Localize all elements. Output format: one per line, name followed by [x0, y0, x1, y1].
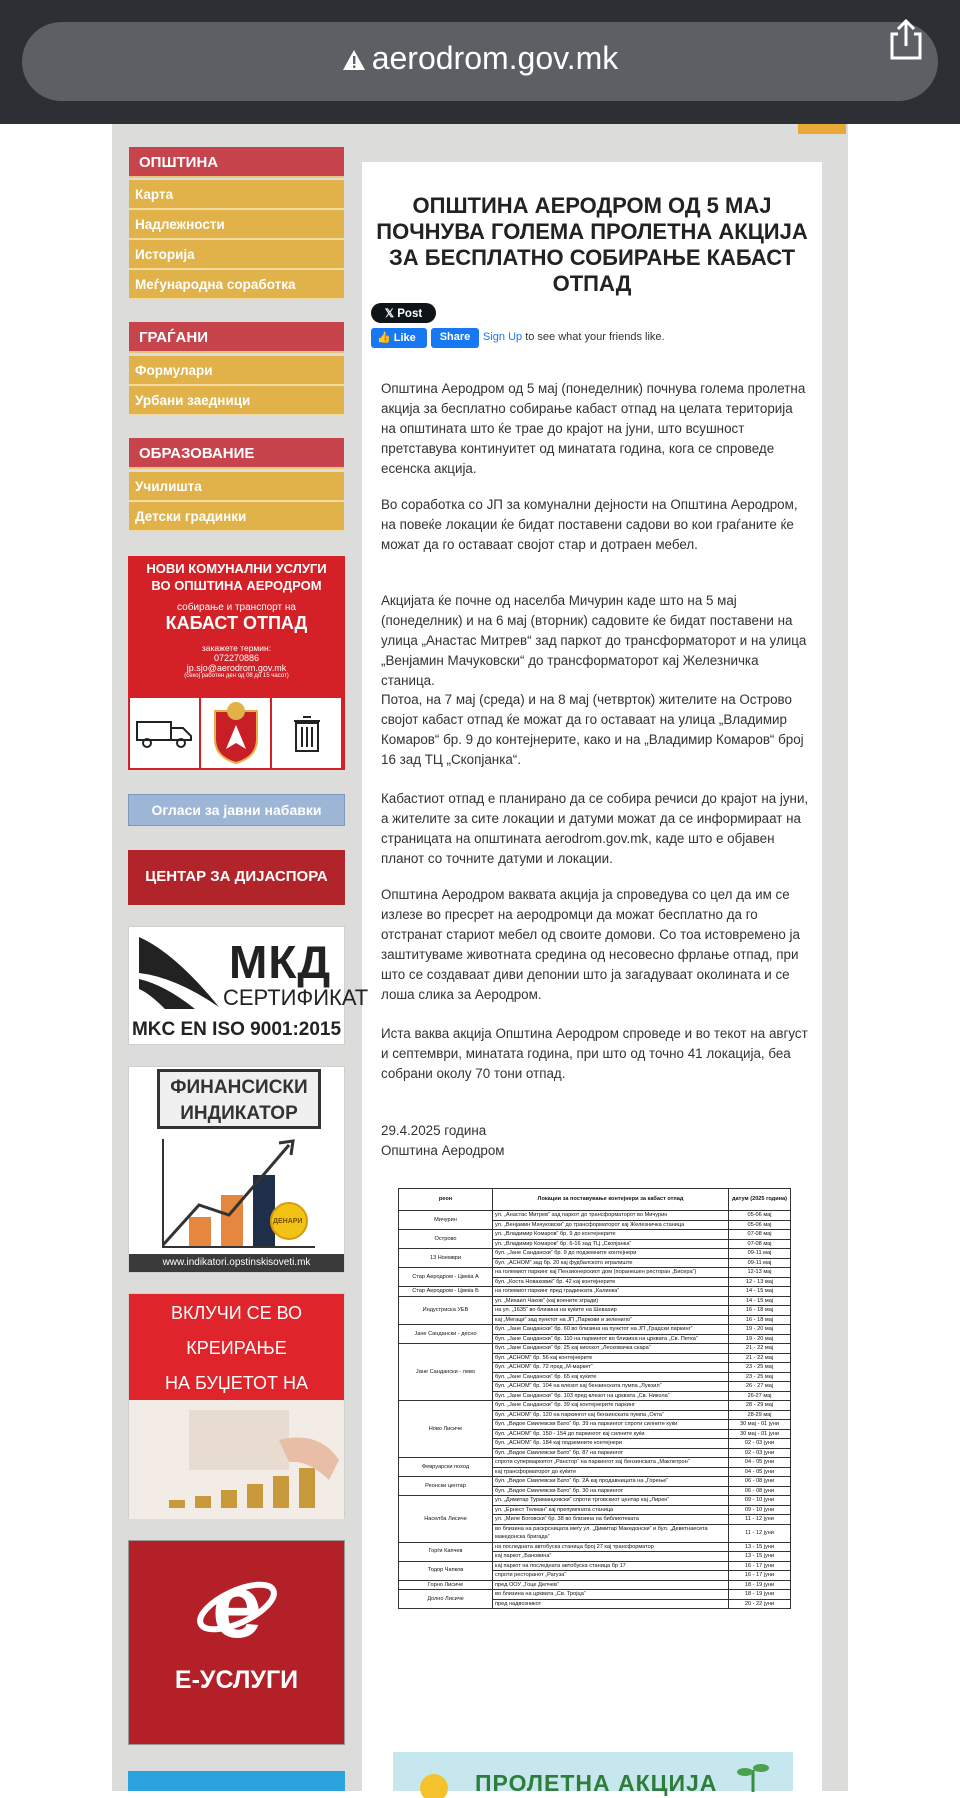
cell-date: 12 - 13 мај — [729, 1277, 791, 1287]
cell-date: 21 - 22 мај — [729, 1353, 791, 1363]
cell-date: 16 - 18 мај — [729, 1315, 791, 1325]
banner-line-1: НОВИ КОМУНАЛНИ УСЛУГИ — [146, 561, 327, 576]
cell-location: ул. „Михаил Чаков“ (кај воените згради) — [493, 1296, 729, 1306]
banner-line-4: КАБАСТ ОТПАД — [165, 613, 308, 633]
banner-phone: 072270886 — [213, 653, 260, 663]
promo-banner[interactable] — [393, 1752, 793, 1796]
growth-chart-icon — [159, 1135, 319, 1253]
fin-line-2: ИНДИКАТОР — [180, 1103, 298, 1124]
cell-region: Населба Лисиче — [399, 1496, 493, 1543]
cell-date: 26-27 мај — [729, 1391, 791, 1401]
fb-like-label: Like — [393, 332, 416, 344]
cell-location: бул. „Јане Сандански“ бр. 103 пред влезот на црквата „Св. Никола“ — [493, 1391, 729, 1401]
table-row — [399, 1401, 791, 1411]
menu-item-nadleznosti[interactable]: Надлежности — [129, 210, 344, 239]
menu-header-obrazovanie[interactable]: ОБРАЗОВАНИЕ — [129, 438, 344, 469]
cell-location: бул. „Јане Сандански“ бр. 9 до подземните контејнери — [493, 1249, 729, 1259]
banner-hours: (секој работен ден од 08 до 15 часот) — [184, 673, 289, 679]
article-paragraph-4: Потоа, на 7 мај (среда) и на 8 мај (четврток) жителите на Острово својот кабаст отпад ќе можат да го оставаат на улица „Владимир Комаров“ бр. 9 до контејнерите, како и на „Владимир Комаров“ број 16 зад ТЦ „Скопјанка“. — [381, 692, 804, 767]
menu-item-gradinki[interactable]: Детски градинки — [129, 502, 344, 531]
cell-date: 30 мај - 01 јуни — [729, 1420, 791, 1430]
mkd-subtitle: СЕРТИФИКАТ — [223, 985, 369, 1010]
fb-signup-text — [483, 331, 665, 343]
cell-location: ул. „Венјамин Мачуковски“ до трансформаторот кај Железничка станица — [493, 1220, 729, 1230]
article-paragraph-6: Општина Аеродром ваквата акција ја спроведува со цел да им се излезе во пресрет на аеродромци да можат бесплатно да го отстранат стариот мебел од своите домови. Со тоа истовремено ја заштитуваме животната средина од несовесно фрлање отпад, при што се создаваат диви депонии што ја загадуваат околината и се лоша слика за Аеродром. — [381, 887, 800, 1002]
cell-date: 14 - 15 мај — [729, 1287, 791, 1297]
next-banner-strip[interactable] — [128, 1771, 345, 1791]
cell-date: 07-08 мај — [729, 1230, 791, 1240]
table-row — [399, 1590, 791, 1600]
banner-email: jp.sjo@aerodrom.gov.mk — [186, 663, 287, 673]
menu-item-istorija[interactable]: Историја — [129, 240, 344, 269]
cell-location: бул. „Јане Сандански“ бр. 39 кај контејнерите паркинг — [493, 1401, 729, 1411]
table-row — [399, 1580, 791, 1590]
cell-location: бул. „АСНОМ“ бр. 72 пред „М-маркет“ — [493, 1363, 729, 1373]
cell-location: на ул. „1635“ во близина на куќите на Шевахир — [493, 1306, 729, 1316]
cell-date: 21 - 22 мај — [729, 1344, 791, 1354]
cell-location: во близина на раскрсницата меѓу ул. „Димитар Македонски“ и бул. „Деветнаесета македонска бригада“ — [493, 1524, 729, 1542]
finansiski-indikator-banner[interactable] — [128, 1066, 345, 1273]
plant-icon — [733, 1756, 773, 1792]
table-row — [399, 1287, 791, 1297]
cell-date: 05-06 мај — [729, 1220, 791, 1230]
article-title: ОПШТИНА АЕРОДРОМ ОД 5 МАЈ ПОЧНУВА ГОЛЕМА ПРОЛЕТНА АКЦИЈА ЗА БЕСПЛАТНО СОБИРАЊЕ КАБАСТ ОТПАД — [376, 193, 808, 296]
cell-date: 16 - 17 јуни — [729, 1571, 791, 1581]
cell-location: бул. „Јане Сандански“ бр. 60 во близина на пунктот на ЈП „Градски паркинг“ — [493, 1325, 729, 1335]
table-row — [399, 1561, 791, 1571]
cell-location: кај „Мегаци“ зад пунктот на ЈП „Паркови и зеленило“ — [493, 1315, 729, 1325]
cell-date: 13 - 15 јуни — [729, 1552, 791, 1562]
article-paragraph-5: Кабастиот отпад е планирано да се собира речиси до крајот на јуни, а жителите за сите локации и датуми можат да се информираат на страницата на општината aerodrom.gov.mk, каде што е објавен планот со точните датуми и локации. — [381, 791, 809, 866]
article-date: 29.4.2025 година — [381, 1123, 487, 1138]
table-row — [399, 1458, 791, 1468]
col-header-region: реон — [399, 1189, 493, 1211]
cell-date: 18 - 19 јуни — [729, 1580, 791, 1590]
url-text: aerodrom.gov.mk — [371, 40, 619, 76]
cell-location: кај паркот „Бановина“ — [493, 1552, 729, 1562]
table-row — [399, 1477, 791, 1487]
url-display[interactable] — [22, 40, 938, 77]
banner-line-3: собирање и транспорт на — [177, 602, 296, 613]
cell-location: ул. „Миле Боговски“ бр. 38 во близина на библиотеката — [493, 1515, 729, 1525]
table-row — [399, 1325, 791, 1335]
cell-location: ул. „Анастас Митрев“ зад паркот до трансформаторот во Мичурин — [493, 1211, 729, 1221]
cell-date: 04 - 05 јуни — [729, 1458, 791, 1468]
oglasi-javni-nabavki-button[interactable]: Огласи за јавни набавки — [128, 794, 345, 826]
komunalni-uslugi-banner[interactable] — [128, 556, 345, 770]
cell-date: 26 - 27 мај — [729, 1382, 791, 1392]
address-bar[interactable] — [22, 22, 938, 101]
cell-location: бул. „Јане Сандански“ бр. 65 кај куќите — [493, 1372, 729, 1382]
article-paragraph-7: Иста ваква акција Општина Аеродром спроведе и во текот на август и септември, минатата година, при што од точно 41 локација, беа собрани околу 70 тони отпад. — [381, 1026, 808, 1081]
trash-bin-icon — [272, 698, 343, 768]
fin-url: www.indikatori.opstinskisoveti.mk — [129, 1254, 344, 1272]
cell-location: бул. „Јане Сандански“ бр. 25 кај киоскот „Лесковачка скара“ — [493, 1344, 729, 1354]
cell-date: 09 - 10 јуни — [729, 1505, 791, 1515]
cell-date: 05-06 мај — [729, 1211, 791, 1221]
table-row — [399, 1268, 791, 1278]
budzet-text-block — [129, 1294, 344, 1400]
col-header-date: датум (2025 година) — [729, 1189, 791, 1211]
menu-item-uchilishta[interactable]: Училишта — [129, 472, 344, 501]
x-logo-icon: 𝕏 — [384, 308, 395, 320]
banner-icon-row — [128, 696, 345, 770]
cell-date: 04 - 05 јуни — [729, 1467, 791, 1477]
promo-text: ПРОЛЕТНА АКЦИЈА — [475, 1770, 718, 1796]
cell-location: пред ООУ „Гоце Делчев“ — [493, 1580, 729, 1590]
cell-location: на големиот паркинг кај Пензионерскиот дом (поранешен ресторан „Бисера“) — [493, 1268, 729, 1278]
cell-date: 23 - 25 мај — [729, 1372, 791, 1382]
cell-date: 20 - 22 јуни — [729, 1599, 791, 1609]
cell-location: кај трансформаторот до куќите — [493, 1467, 729, 1477]
cell-location: ул. „Ернест Телман“ кај препумпната станица — [493, 1505, 729, 1515]
cell-region: Стар Аеродром - Цвеќа А — [399, 1268, 493, 1287]
cell-region: Реонски центар — [399, 1477, 493, 1496]
cell-location: во близина на црквата „Св. Тројца“ — [493, 1590, 729, 1600]
cell-date: 14 - 15 мај — [729, 1296, 791, 1306]
cell-region: Горѓи Капчев — [399, 1542, 493, 1561]
cell-date: 02 - 03 јуни — [729, 1448, 791, 1458]
schedule-table — [398, 1188, 791, 1609]
svg-text:e: e — [211, 1557, 263, 1657]
centar-dijaspora-button[interactable]: ЦЕНТАР ЗА ДИЈАСПОРА — [128, 850, 345, 905]
fin-sign — [157, 1069, 321, 1129]
cell-region: Тодор Чапков — [399, 1561, 493, 1580]
cell-location: на последната автобуска станица број 27 кај трансформатор — [493, 1542, 729, 1552]
cell-location: бул. „Видое Смилевски Бато“ бр. 2А кај продавницата на „Горење“ — [493, 1477, 729, 1487]
menu-item-formulari[interactable]: Формулари — [129, 356, 344, 385]
cell-date: 11 - 12 јуни — [729, 1515, 791, 1525]
cell-date: 28 - 29 мај — [729, 1401, 791, 1411]
cell-region: Стар Аеродром - Цвеќа Б — [399, 1287, 493, 1297]
cell-location: бул. „АСНОМ“ бр. 56 кај контејнерите — [493, 1353, 729, 1363]
cell-date: 30 мај - 01 јуни — [729, 1429, 791, 1439]
cell-date: 06 - 08 јуни — [729, 1486, 791, 1496]
cell-location: на големиот паркинг пред градинката „Калинка“ — [493, 1287, 729, 1297]
menu-item-megunarodna[interactable]: Меѓународна соработка — [129, 270, 344, 299]
cell-location: бул. „АСНОМ“ зад бр. 20 кај фудбалското игралиште — [493, 1258, 729, 1268]
table-row — [399, 1211, 791, 1221]
table-row — [399, 1230, 791, 1240]
table-row — [399, 1496, 791, 1506]
cell-location: бул. „Коста Новаковиќ“ бр. 42 кај контејнерите — [493, 1277, 729, 1287]
truck-icon — [130, 698, 201, 768]
menu-item-karta[interactable]: Карта — [129, 180, 344, 209]
top-accent-tab — [798, 124, 846, 134]
menu-header-opshtina[interactable]: ОПШТИНА — [129, 147, 344, 178]
e-uslugi-banner[interactable] — [128, 1540, 345, 1745]
budzet-line-1: ВКЛУЧИ СЕ ВО КРЕИРАЊЕ — [170, 1303, 303, 1358]
warning-icon — [342, 49, 366, 71]
mkd-certifikat-banner[interactable] — [128, 926, 369, 1045]
cell-location: бул. „Видое Смилевски Бато“ бр. 87 на паркингот — [493, 1448, 729, 1458]
fb-share-button[interactable]: Share — [431, 328, 479, 348]
sun-icon — [409, 1758, 459, 1798]
menu-item-urbani[interactable]: Урбани заедници — [129, 386, 344, 415]
cell-region: Јане Сандански - лево — [399, 1344, 493, 1401]
e-services-icon — [195, 1557, 279, 1657]
cell-date: 09-11 мај — [729, 1249, 791, 1259]
cell-date: 09-11 мај — [729, 1258, 791, 1268]
cell-region: Острово — [399, 1230, 493, 1249]
cell-region: Горно Лисиче — [399, 1580, 493, 1590]
fb-signup-rest: to see what your friends like. — [522, 331, 665, 343]
article-paragraph-3: Акцијата ќе почне од населба Мичурин каде што на 5 мај (понеделник) и на 6 мај (вторник) садовите ќе бидат поставени на улица „Анастас Митрев“ зад паркот до трансформаторот и на улица „Венјамин Мачуковски“ до трансформаторот кај Железничка станица. — [381, 593, 807, 688]
fb-signup-link[interactable]: Sign Up — [483, 331, 523, 343]
banner-line-5: закажете термин: — [201, 643, 272, 653]
article-paragraph-1: Општина Аеродром од 5 мај (понеделник) почнува голема пролетна акција за бесплатно собирање кабаст отпад на целата територија на општината што ќе трае до крајот на јуни, што всушност претставува континуитет од минатата година, кога се спроведе есенска акција. — [381, 381, 806, 476]
x-post-label: Post — [397, 308, 423, 320]
cell-location: спроти ресторанот „Рагуза“ — [493, 1571, 729, 1581]
cell-location: бул. „Јане Сандански“ бр. 110 на паркингот во близина на црквата „Св. Петка“ — [493, 1334, 729, 1344]
cell-region: 13 Ноември — [399, 1249, 493, 1268]
cell-date: 09 - 10 јуни — [729, 1496, 791, 1506]
cell-date: 12-13 мај — [729, 1268, 791, 1278]
cell-date: 06 - 08 јуни — [729, 1477, 791, 1487]
municipality-crest-icon — [201, 698, 272, 768]
col-header-location: Локации за поставување контејнери за кабаст отпад — [493, 1189, 729, 1211]
cell-region: Ново Лисиче — [399, 1401, 493, 1458]
table-body — [399, 1211, 791, 1609]
cell-date: 23 - 25 мај — [729, 1363, 791, 1373]
iso-label: MKC EN ISO 9001:2015 — [131, 1019, 342, 1040]
cell-region: Февруарски поход — [399, 1458, 493, 1477]
cell-date: 19 - 20 мај — [729, 1325, 791, 1335]
budzet-2024-banner[interactable] — [128, 1293, 345, 1518]
cell-date: 02 - 03 јуни — [729, 1439, 791, 1449]
cell-location: бул. „АСНОМ“ бр. 104 на влезот кај бензинската пумпа „Лукоил“ — [493, 1382, 729, 1392]
cell-date: 13 - 15 јуни — [729, 1542, 791, 1552]
cell-region: Јане Сандански - десно — [399, 1325, 493, 1344]
coins-photo — [129, 1400, 344, 1519]
mkd-title: МКД — [229, 936, 332, 988]
cell-region: Долно Лисиче — [399, 1590, 493, 1609]
coin-label: ДЕНАРИ — [273, 1218, 303, 1225]
menu-header-gragjani[interactable]: ГРАЃАНИ — [129, 322, 344, 353]
article-paragraph-2: Во соработка со ЈП за комунални дејности на Општина Аеродром, на повеќе локации ќе бидат поставени садови во кои граѓаните ќе можат да го оставаат својот стар и дотраен мебел. — [381, 497, 798, 552]
share-icon[interactable] — [886, 18, 926, 60]
fin-line-1: ФИНАНСИСКИ — [170, 1077, 308, 1098]
cell-location: бул. „АСНОМ“ бр. 184 кај подземните контејнери — [493, 1439, 729, 1449]
cell-date: 16 - 17 јуни — [729, 1561, 791, 1571]
cell-date: 07-08 мај — [729, 1239, 791, 1249]
table-row — [399, 1542, 791, 1552]
table-row — [399, 1296, 791, 1306]
cell-date: 19 - 20 мај — [729, 1334, 791, 1344]
mkd-logo-icon — [135, 933, 227, 1013]
cell-location: кај паркот на последната автобуска станица бр 17 — [493, 1561, 729, 1571]
cell-date: 11 - 12 јуни — [729, 1524, 791, 1542]
cell-region: Индустриска УЕВ — [399, 1296, 493, 1325]
cell-location: ул. „Владимир Комаров“ бр. 6-16 зад ТЦ „Скопјанка“ — [493, 1239, 729, 1249]
cell-location: ул. „Владимир Комаров“ бр. 9 до контејнерите — [493, 1230, 729, 1240]
browser-toolbar — [0, 0, 960, 124]
x-post-button[interactable] — [371, 303, 436, 323]
cell-location: ул. „Димитар Туриманџовски“ спроти трговскиот центар кај „Лирен“ — [493, 1496, 729, 1506]
table-row — [399, 1344, 791, 1354]
table-header-row — [399, 1189, 791, 1211]
cell-date: 18 - 19 јуни — [729, 1590, 791, 1600]
e-uslugi-label: Е-УСЛУГИ — [174, 1666, 299, 1694]
cell-location: спроти супермаркетот „Ранстор“ на паркингот кај бензинската „Маклетрон“ — [493, 1458, 729, 1468]
budzet-line-2: НА БУЏЕТОТ НА — [165, 1373, 308, 1393]
cell-date: 28-29 мај — [729, 1410, 791, 1420]
fb-like-button[interactable] — [371, 328, 427, 348]
cell-location: бул. „АСНОМ“ бр. 120 на паркингот кај бензинската пумпа „Окта“ — [493, 1410, 729, 1420]
table-row — [399, 1249, 791, 1259]
cell-location: бул. „Видое Смилевски Бато“ бр. 39 на паркингот спроти силните куќи — [493, 1420, 729, 1430]
cell-region: Мичурин — [399, 1211, 493, 1230]
article-author: Општина Аеродром — [381, 1143, 505, 1158]
banner-line-2: ВО ОПШТИНА АЕРОДРОМ — [151, 578, 322, 593]
cell-location: пред надвозникот — [493, 1599, 729, 1609]
thumbs-up-icon: 👍 — [377, 332, 391, 344]
cell-location: бул. „Видое Смилевски Бато“ бр. 30 на паркингот — [493, 1486, 729, 1496]
cell-location: бул. „АСНОМ“ бр. 150 - 154 до паркингот кај силните куќи — [493, 1429, 729, 1439]
cell-date: 16 - 18 мај — [729, 1306, 791, 1316]
